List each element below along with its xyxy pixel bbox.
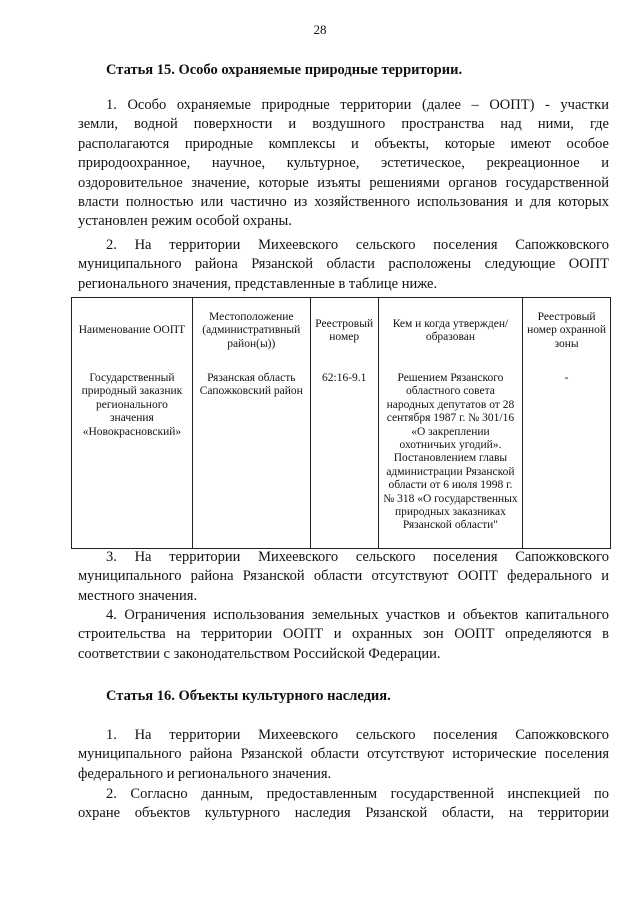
text-line: 3. На территории Михеевского сельского поселения Сапожковского xyxy=(106,549,609,565)
article-15-paragraph-1 xyxy=(78,96,609,232)
text-line: федерального и регионального значения. xyxy=(78,765,332,782)
cell-registry-number: 62:16-9.1 xyxy=(310,364,378,549)
article-16-heading: Статья 16. Объекты культурного наследия. xyxy=(106,688,391,704)
page-number: 28 xyxy=(313,22,327,37)
text-line: природоохранное, научное, культурное, эстетическое, рекреационное и xyxy=(78,155,609,172)
header-registry-number: Реестровый номер xyxy=(310,298,378,365)
oopt-table xyxy=(71,297,611,549)
cell-name: Государственный природный заказник регионального значения «Новокрасновский» xyxy=(72,364,193,549)
text-line: располагаются природные комплексы и объекты, которые имеют особое xyxy=(78,135,609,152)
text-line: местного значения. xyxy=(78,587,198,604)
header-zone-number: Реестровый номер охранной зоны xyxy=(523,298,611,365)
text-line: охране объектов культурного наследия Рязанской области, на территории xyxy=(78,805,609,822)
text-line: муниципального района Рязанской области отсутствуют исторические поселения xyxy=(78,746,609,763)
table-row xyxy=(72,364,611,549)
header-approved-by: Кем и когда утвержден/ образован xyxy=(378,298,523,365)
article-16-paragraph-2 xyxy=(78,785,609,824)
text-line: 1. Особо охраняемые природные территории (далее – ООПТ) - участки xyxy=(106,97,609,113)
text-line: регионального значения, представленные в таблице ниже. xyxy=(78,275,438,292)
header-location: Местоположение (административный район(ы)) xyxy=(192,298,310,365)
text-line: соответствии с законодательством Российской Федерации. xyxy=(78,645,441,662)
text-line: строительства на территории ООПТ и охранных зон ООПТ определяются в xyxy=(78,626,609,643)
table-header-row xyxy=(72,298,611,365)
cell-location: Рязанская область Сапожковский район xyxy=(192,364,310,549)
article-16-paragraph-1 xyxy=(78,726,609,784)
article-15-heading: Статья 15. Особо охраняемые природные территории. xyxy=(106,62,463,78)
article-15-paragraph-4 xyxy=(78,606,609,664)
article-15-paragraph-3 xyxy=(78,548,609,606)
cell-approved-by: Решением Рязанского областного совета народных депутатов от 28 сентября 1987 г. № 301/16 «О закреплении охотничьих угодий». Постановлением главы администрации Рязанской области от 6 июля 1998 г. № 318 «О государственных природных заказниках Рязанской области" xyxy=(378,364,523,549)
text-line: 2. Согласно данным, предоставленным государственной инспекцией по xyxy=(106,786,609,802)
text-line: муниципального района Рязанской области отсутствуют ООПТ федерального и xyxy=(78,568,609,585)
header-name: Наименование ООПТ xyxy=(72,298,193,365)
text-line: 1. На территории Михеевского сельского поселения Сапожковского xyxy=(106,727,609,743)
article-15-paragraph-2 xyxy=(78,236,609,294)
cell-zone-number: - xyxy=(523,364,611,549)
text-line: 4. Ограничения использования земельных участков и объектов капитального xyxy=(106,607,609,623)
text-line: земли, водной поверхности и воздушного пространства над ними, где xyxy=(78,116,609,133)
text-line: оздоровительное значение, которые изъяты решениями органов государственной xyxy=(78,174,609,191)
text-line: установлен режим особой охраны. xyxy=(78,213,292,230)
text-line: муниципального района Рязанской области расположены следующие ООПТ xyxy=(78,256,609,273)
text-line: 2. На территории Михеевского сельского поселения Сапожковского xyxy=(106,237,609,253)
text-line: власти полностью или частично из хозяйственного использования и для которых xyxy=(78,194,609,211)
